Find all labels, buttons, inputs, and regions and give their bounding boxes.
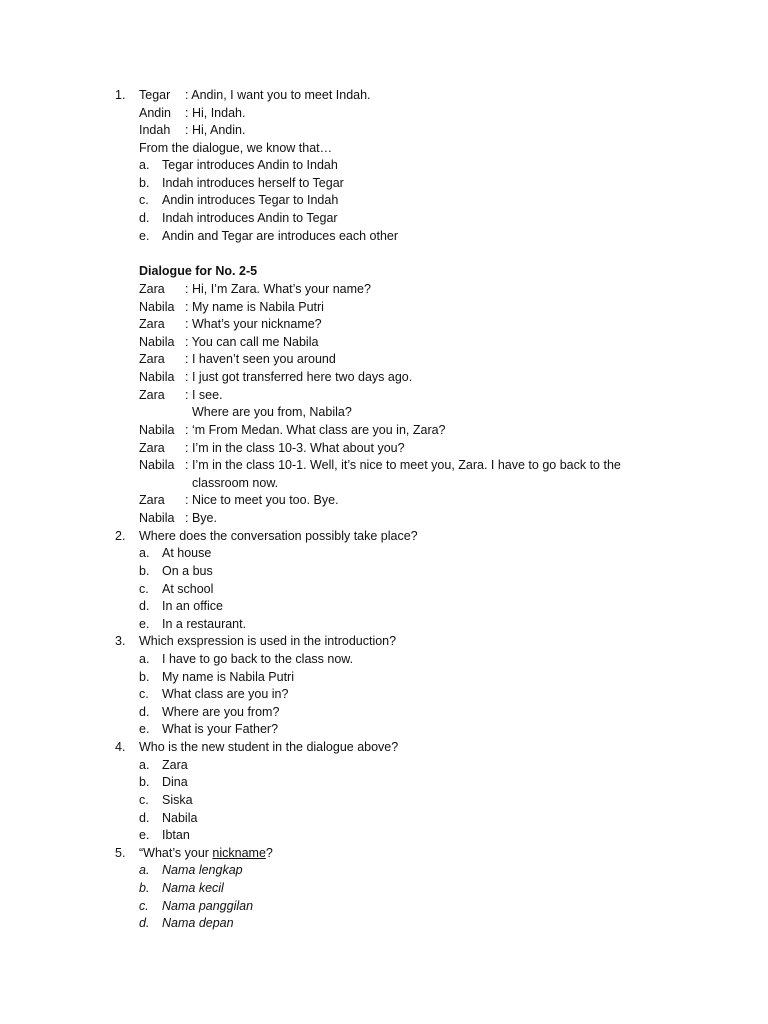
dialogue-text: classroom now.	[192, 476, 279, 490]
dialogue-text: : My name is Nabila Putri	[185, 300, 324, 314]
dialogue-text: : ‘m From Medan. What class are you in, Zara?	[185, 423, 446, 437]
speaker-name: Nabila	[139, 423, 175, 437]
option-text: My name is Nabila Putri	[162, 670, 294, 684]
option-text: Nama panggilan	[162, 899, 254, 913]
option-letter: b.	[139, 670, 150, 684]
q5-number: 5.	[115, 846, 126, 860]
option-letter: d.	[139, 811, 150, 825]
option-letter: a.	[139, 863, 150, 877]
dialogue-text: : I haven’t seen you around	[185, 352, 336, 366]
speaker-name: Zara	[139, 352, 165, 366]
option-letter: e.	[139, 828, 150, 842]
option-letter: d.	[139, 705, 150, 719]
question-text	[139, 846, 273, 860]
dialogue-text: : Andin, I want you to meet Indah.	[185, 88, 371, 102]
option-letter: d.	[139, 599, 150, 613]
speaker-name: Zara	[139, 493, 165, 507]
option-letter: b.	[139, 775, 150, 789]
option-text: Dina	[162, 775, 188, 789]
dialogue-text: : Hi, I’m Zara. What’s your name?	[185, 282, 371, 296]
option-letter: c.	[139, 193, 149, 207]
speaker-name: Nabila	[139, 300, 175, 314]
option-letter: c.	[139, 793, 149, 807]
option-text: What is your Father?	[162, 722, 279, 736]
speaker-name: Andin	[139, 106, 171, 120]
option-text: At house	[162, 546, 212, 560]
option-letter: c.	[139, 582, 149, 596]
option-text: Nama depan	[162, 916, 234, 930]
option-text: In a restaurant.	[162, 617, 247, 631]
dialogue-text: : Hi, Andin.	[185, 123, 246, 137]
option-letter: d.	[139, 916, 150, 930]
option-text: On a bus	[162, 564, 213, 578]
option-letter: a.	[139, 758, 150, 772]
option-text: At school	[162, 582, 214, 596]
option-letter: a.	[139, 652, 150, 666]
option-text: I have to go back to the class now.	[162, 652, 354, 666]
option-letter: e.	[139, 229, 150, 243]
q2-number: 2.	[115, 529, 126, 543]
dialogue-text: Where are you from, Nabila?	[192, 405, 352, 419]
question-text-start: “What’s your	[139, 846, 213, 860]
question-text: Where does the conversation possibly take place?	[139, 529, 418, 543]
option-text: Andin introduces Tegar to Indah	[162, 193, 339, 207]
underlined-word: nickname	[212, 846, 266, 860]
dialogue-text: : Bye.	[185, 511, 217, 525]
option-letter: a.	[139, 546, 150, 560]
q4-number: 4.	[115, 740, 126, 754]
option-text: Ibtan	[162, 828, 190, 842]
q3-number: 3.	[115, 634, 126, 648]
option-text: Nabila	[162, 811, 198, 825]
speaker-name: Nabila	[139, 458, 175, 472]
option-text: Andin and Tegar are introduces each other	[162, 229, 399, 243]
dialogue-text: : I see.	[185, 388, 223, 402]
speaker-name: Nabila	[139, 370, 175, 384]
option-letter: d.	[139, 211, 150, 225]
option-letter: c.	[139, 687, 149, 701]
q1-number: 1.	[115, 88, 126, 102]
dialogue-text: : You can call me Nabila	[185, 335, 319, 349]
option-text: Indah introduces herself to Tegar	[162, 176, 344, 190]
dialogue-text: : Nice to meet you too. Bye.	[185, 493, 339, 507]
option-text: Zara	[162, 758, 188, 772]
question-text: Which exspression is used in the introduction?	[139, 634, 397, 648]
option-letter: e.	[139, 617, 150, 631]
speaker-name: Zara	[139, 282, 165, 296]
question-text-end: ?	[265, 846, 273, 860]
option-letter: c.	[139, 899, 149, 913]
option-text: Nama kecil	[162, 881, 224, 895]
option-text: Where are you from?	[162, 705, 280, 719]
speaker-name: Nabila	[139, 335, 175, 349]
speaker-name: Zara	[139, 388, 165, 402]
dialogue-text: : What’s your nickname?	[185, 317, 322, 331]
option-letter: b.	[139, 564, 150, 578]
option-letter: e.	[139, 722, 150, 736]
speaker-name: Zara	[139, 441, 165, 455]
dialogue-text: : I’m in the class 10-1. Well, it’s nice to meet you, Zara. I have to go back to the	[185, 458, 621, 472]
option-letter: a.	[139, 158, 150, 172]
option-text: Siska	[162, 793, 193, 807]
speaker-name: Indah	[139, 123, 171, 137]
option-text: Tegar introduces Andin to Indah	[162, 158, 338, 172]
option-letter: b.	[139, 881, 150, 895]
option-text: What class are you in?	[162, 687, 289, 701]
option-text: Nama lengkap	[162, 863, 243, 877]
speaker-name: Nabila	[139, 511, 175, 525]
dialogue-text: : I’m in the class 10-3. What about you?	[185, 441, 405, 455]
question-text: Who is the new student in the dialogue above?	[139, 740, 399, 754]
option-letter: b.	[139, 176, 150, 190]
option-text: Indah introduces Andin to Tegar	[162, 211, 338, 225]
speaker-name: Tegar	[139, 88, 171, 102]
speaker-name: Zara	[139, 317, 165, 331]
question-text: From the dialogue, we know that…	[139, 141, 333, 155]
option-text: In an office	[162, 599, 223, 613]
dialogue-heading: Dialogue for No. 2-5	[139, 264, 258, 278]
dialogue-text: : Hi, Indah.	[185, 106, 246, 120]
dialogue-text: : I just got transferred here two days ago.	[185, 370, 413, 384]
